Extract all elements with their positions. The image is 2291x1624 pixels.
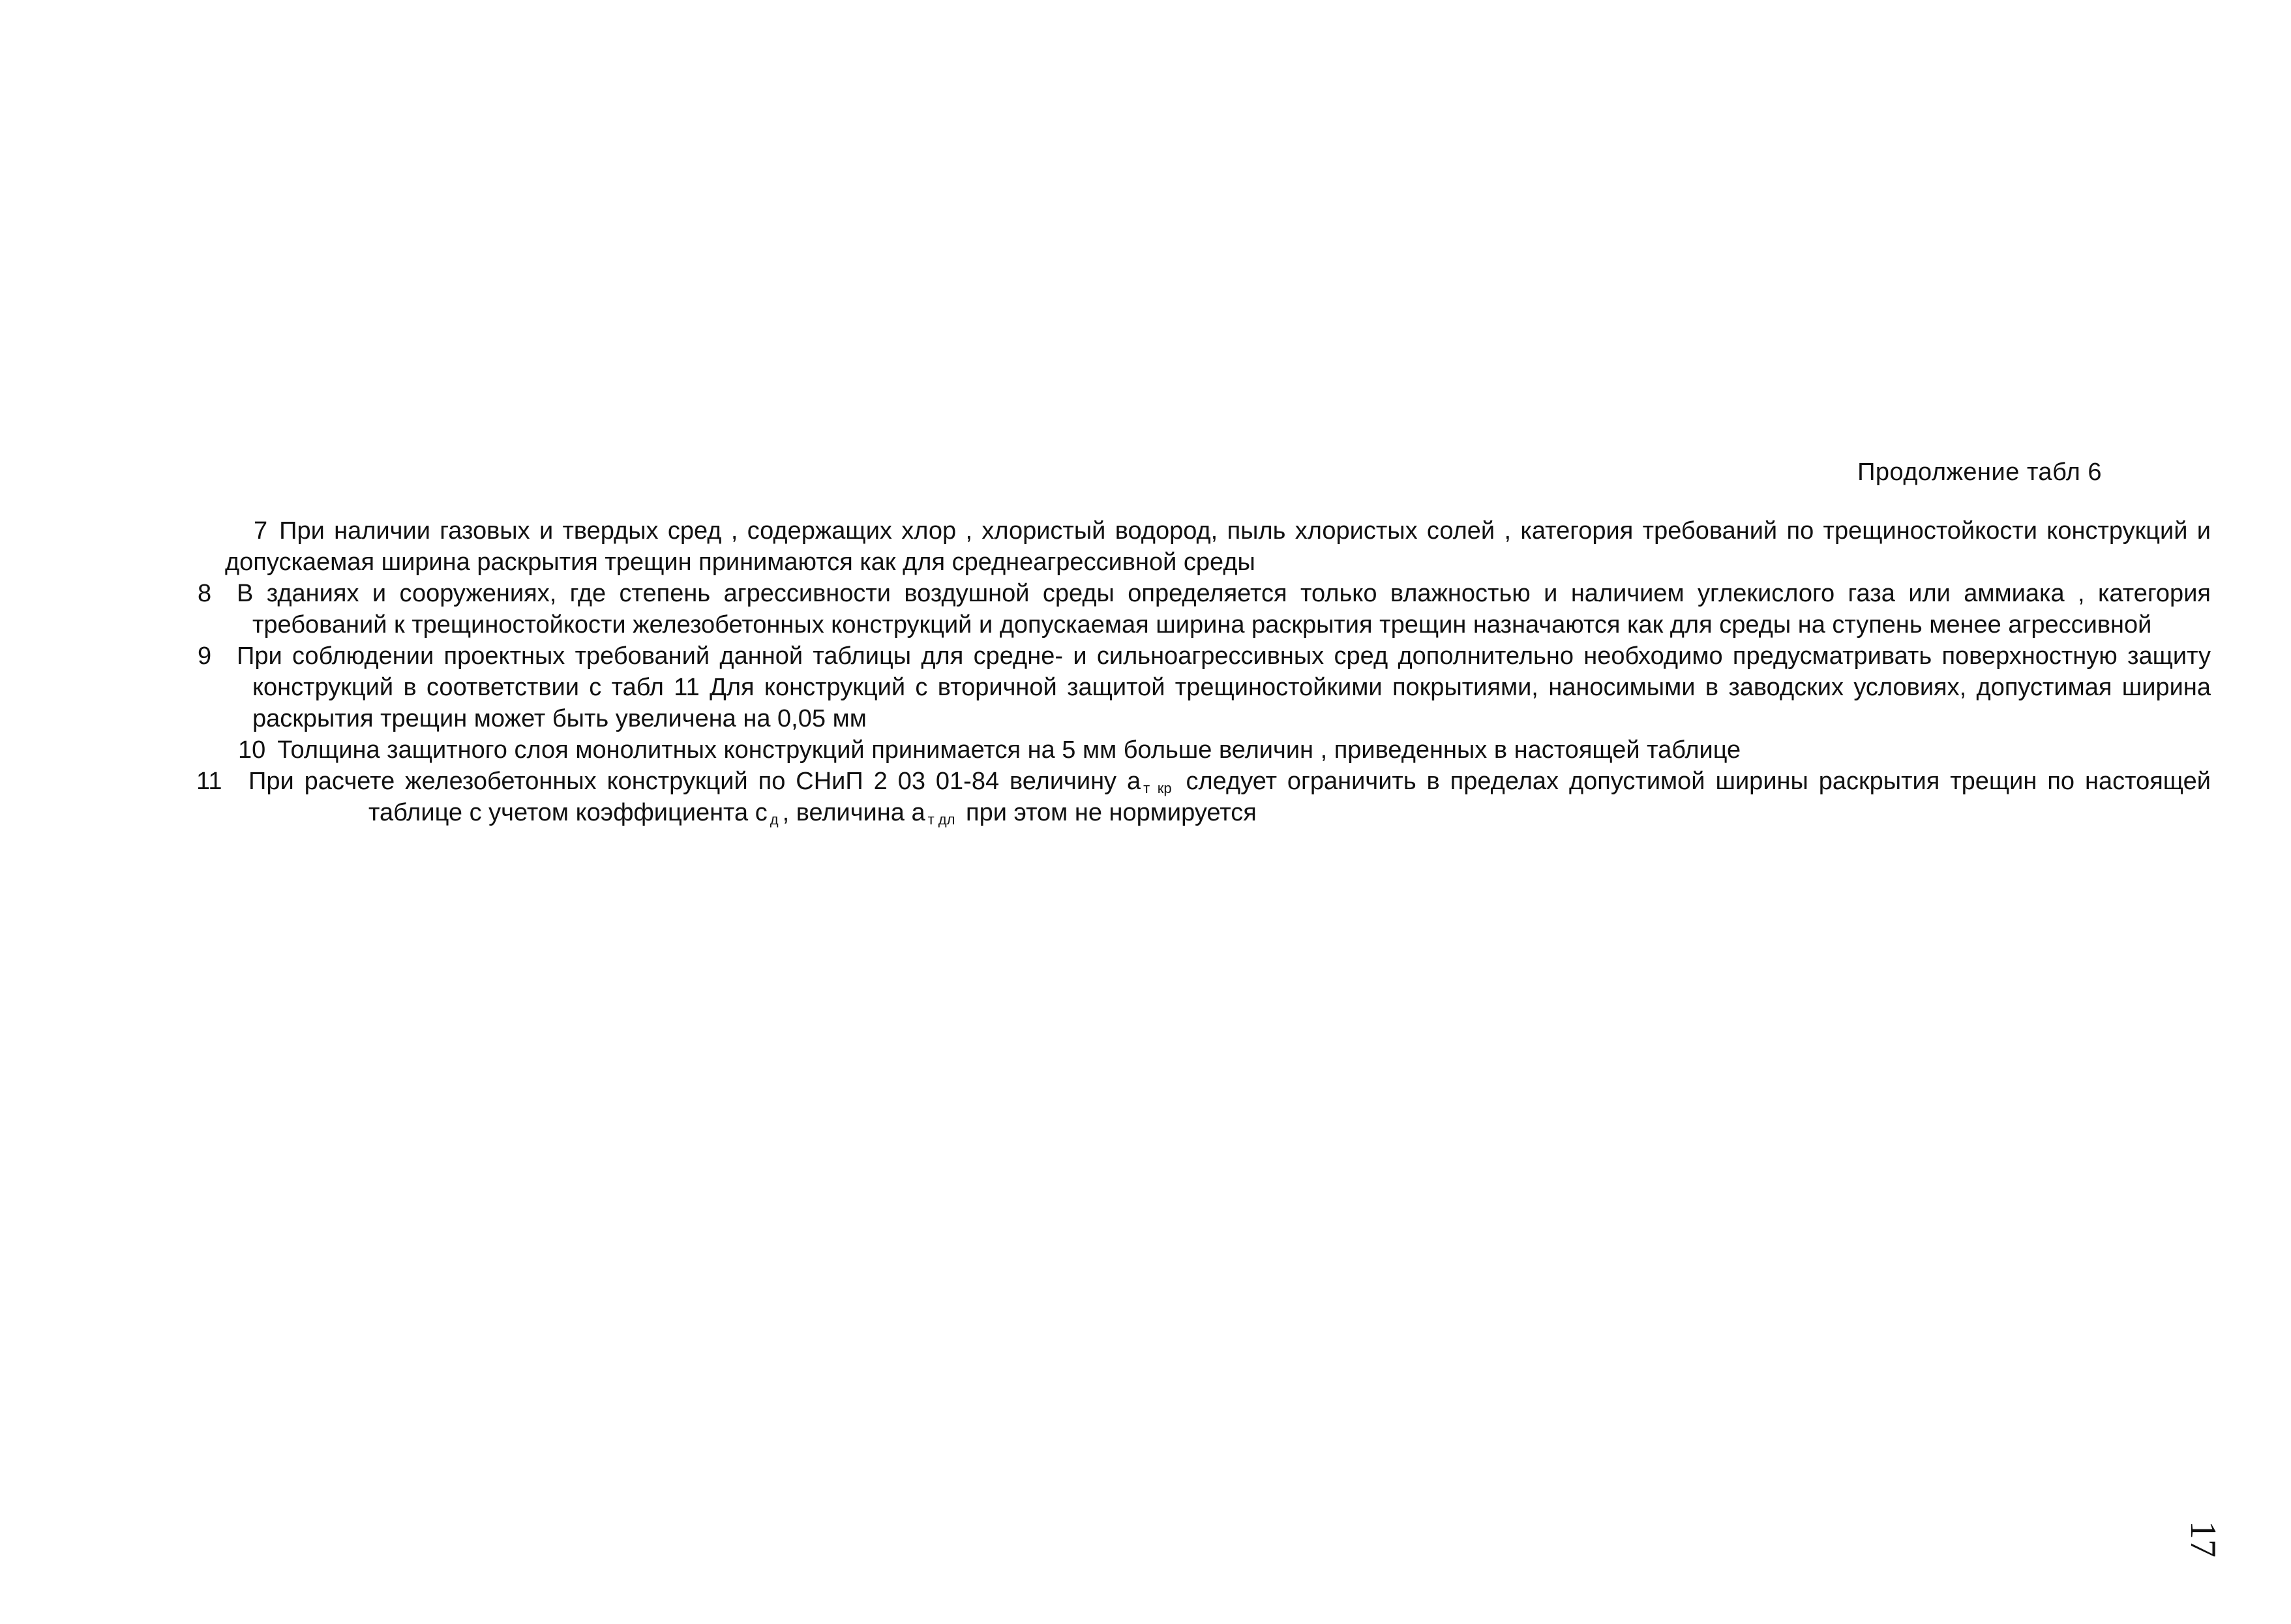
note-text-part: следует ограничить в пределах допустимой ширины раскрытия трещин по настоящей [1186, 768, 2211, 795]
note-text: При наличии газовых и твердых сред , содержащих хлор , хлористый водород, пыль хлористых солей , категория требований по трещиностойкости конструкций и допускаемая ширина раскрытия трещин принимаются как для среднеагрессивной среды [225, 517, 2211, 576]
note-7 [225, 515, 2211, 578]
note-8: 8 В зданиях и сооружениях, где степень агрессивности воздушной среды определяется только влажностью и наличием углекислого газа или аммиака , категория требований к трещиностойкости железобетонных конструкций и допускаемая ширина раскрытия трещин назначаются как для среды на ступень менее агрессивной [198, 580, 2211, 639]
note-text: В зданиях и сооружениях, где степень агрессивности воздушной среды определяется только влажностью и наличием углекислого газа или аммиака , категория требований к трещиностойкости железобетонных конструкций и допускаемая ширина раскрытия трещин назначаются как для среды на ступень менее агрессивной [237, 580, 2211, 639]
symbol-a-t-kr: а $_{т кр}$ [1127, 768, 1172, 796]
note-9: 9 При соблюдении проектных требований данной таблицы для средне- и сильноагрессивных сред дополнительно необходимо предусматривать поверхностную защиту конструкций в соответствии с табл 11 Для конструкций с вторичной защитой трещиностойкими покрытиями, наносимыми в заводских условиях, допустимая ширина раскрытия трещин может быть увеличена на 0,05 мм [198, 642, 2211, 732]
note-text-part: таблице с учетом коэффициента [368, 799, 749, 826]
table-continuation-label: Продолжение табл 6 [1857, 459, 2102, 486]
note-text-part: при этом не нормируется [966, 799, 1257, 826]
note-text-part: При расчете железобетонных конструкций по СНиП 2 03 01-84 величину [248, 768, 1117, 795]
note-text: Толщина защитного слоя монолитных конструкций принимается на 5 мм больше величин , приведенных в настоящей таблице [277, 736, 1741, 764]
note-text: При соблюдении проектных требований данной таблицы для средне- и сильноагрессивных сред дополнительно необходимо предусматривать поверхностную защиту конструкций в соответствии с табл 11 Для конструкций с вторичной защитой трещиностойкими покрытиями, наносимыми в заводских условиях, допустимая ширина раскрытия трещин может быть увеличена на 0,05 мм [237, 642, 2211, 732]
note-10 [225, 734, 2211, 766]
notes-list [196, 515, 2211, 828]
note-number: 7 [254, 517, 268, 545]
note-11: 11 При расчете железобетонных конструкций по СНиП 2 03 01-84 величину а $_{т кр}$ следует ограничить в пределах допустимой ширины раскрытия трещин по настоящейтаблице с учетом коэффициента с $_д$ , величина а $_{т дл}$ при этом не нормируется [196, 768, 2211, 828]
symbol-c-d: с $_д$ [755, 799, 779, 828]
note-number: 10 [238, 736, 266, 764]
symbol-a-t-dl: а $_{т дл}$ [911, 799, 955, 828]
page-number: 17 [2183, 1521, 2223, 1557]
note-text-part: , величина [782, 799, 905, 826]
